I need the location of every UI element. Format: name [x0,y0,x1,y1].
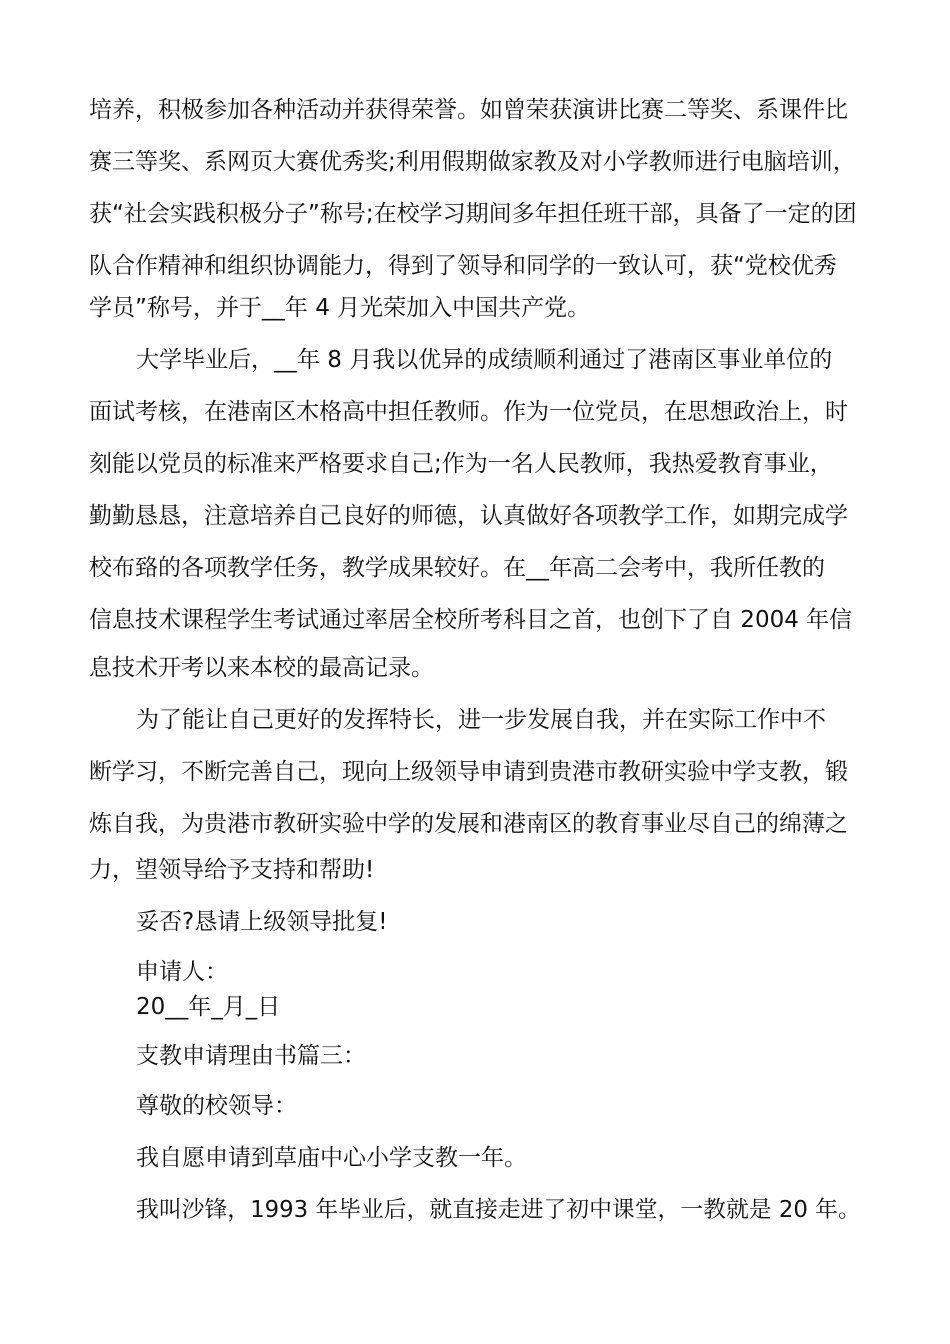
closing-text: 妥否?恳请上级领导批复! [136,909,388,935]
text-line-content: 为了能让自己更好的发挥特长，进一步发展自我，并在实际工作中不 [136,707,826,733]
text-line-content: 断学习，不断完善自己，现向上级领导申请到贵港市教研实验中学支教，锻 [89,759,848,785]
text-line-content: 校布臵的各项教学任务，教学成果较好。在__年高二会考中，我所任教的 [89,555,825,581]
text-line-content: 我自愿申请到草庙中心小学支教一年。 [136,1145,527,1171]
text-line-content: 信息技术课程学生考试通过率居全校所考科目之首，也创下了自 2004 年信 [89,607,853,633]
salutation-text: 尊敬的校领导： [136,1093,297,1119]
text-line-content: 力，望领导给予支持和帮助! [89,857,375,883]
text-line-content: 队合作精神和组织协调能力，得到了领导和同学的一致认可，获“党校优秀 [89,253,837,279]
text-line-content: 获“社会实践积极分子”称号;在校学习期间多年担任班干部，具备了一定的团 [89,201,857,227]
text-line-content: 学员”称号，并于__年 4 月光荣加入中国共产党。 [89,295,591,321]
text-line-content: 赛三等奖、系网页大赛优秀奖;利用假期做家教及对小学教师进行电脑培训， [89,149,856,175]
text-line-content: 培养，积极参加各种活动并获得荣誉。如曾荣获演讲比赛二等奖、系课件比 [89,97,848,123]
applicant-label: 申请人： [136,959,228,985]
text-line-content: 息技术开考以来本校的最高记录。 [89,655,434,681]
text-line-content: 炼自我，为贵港市教研实验中学的发展和港南区的教育事业尽自己的绵薄之 [89,811,848,837]
text-line-content: 勤勤恳恳，注意培养自己良好的师德，认真做好各项教学工作，如期完成学 [89,503,848,529]
text-line-content: 我叫沙锋，1993 年毕业后，就直接走进了初中课堂，一教就是 20 年。 [136,1197,861,1223]
text-line-content: 大学毕业后，__年 8 月我以优异的成绩顺利通过了港南区事业单位的 [136,347,833,373]
text-line-content: 刻能以党员的标准来严格要求自己;作为一名人民教师，我热爱教育事业， [89,451,833,477]
text-line-content: 面试考核，在港南区木格高中担任教师。作为一位党员，在思想政治上，时 [89,399,848,425]
section-heading-text: 支教申请理由书篇三： [136,1043,366,1069]
date-text: 20__年_月_日 [136,994,281,1020]
